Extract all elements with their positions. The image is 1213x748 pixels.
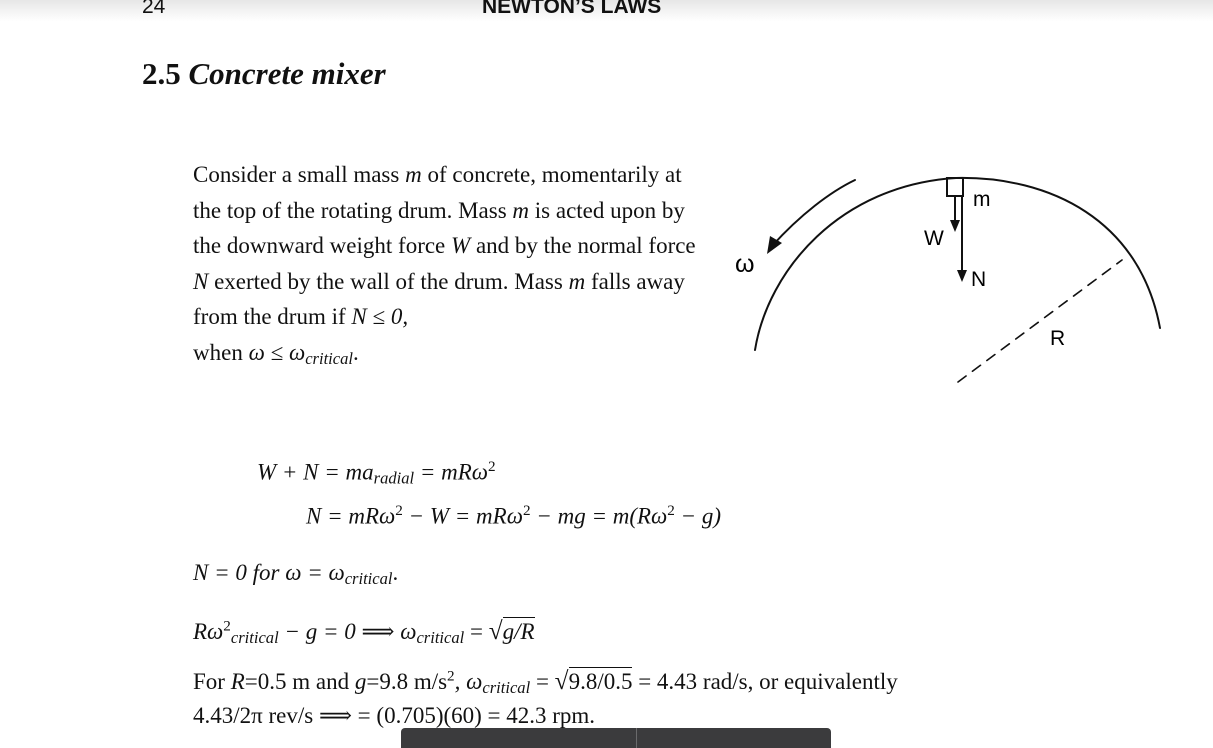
num-equals: = bbox=[530, 669, 555, 694]
label-omega: ω bbox=[735, 250, 755, 278]
rotation-arrow bbox=[772, 180, 855, 246]
label-N: N bbox=[971, 268, 987, 291]
omega-condition: ω ≤ ω bbox=[248, 339, 306, 365]
symbol-N: N bbox=[193, 268, 209, 294]
crit-part-a: Rω bbox=[193, 619, 224, 644]
zero-normal-line bbox=[193, 560, 398, 589]
intro-paragraph bbox=[193, 157, 713, 376]
label-m: m bbox=[973, 188, 991, 211]
mass-block bbox=[947, 178, 963, 196]
exponent-2: 2 bbox=[522, 502, 531, 519]
intro-text-5: exerted by the wall of the drum. Mass bbox=[208, 268, 569, 294]
intro-text-2: of concrete, momentarily at the top of the rotating drum. Mass bbox=[193, 162, 682, 223]
equation-1 bbox=[257, 458, 496, 488]
exponent-2: 2 bbox=[395, 502, 403, 519]
num-radicand: 9.8/0.5 bbox=[568, 669, 633, 694]
num-subscript: critical bbox=[482, 678, 531, 698]
num-symbol-g: g bbox=[354, 669, 367, 694]
num-symbol-R: R bbox=[230, 669, 245, 694]
weight-arrowhead bbox=[950, 220, 960, 232]
num-text-a: For bbox=[193, 669, 231, 694]
numeric-line-2: 4.43/2π rev/s ⟹ = (0.705)(60) = 42.3 rpm. bbox=[193, 703, 596, 728]
num-text-f: = 4.43 rad/s, or equivalently bbox=[632, 669, 898, 694]
page-header-bar bbox=[0, 0, 1213, 22]
exponent-2: 2 bbox=[447, 667, 455, 685]
label-R: R bbox=[1050, 327, 1066, 350]
running-title: NEWTON’S LAWS bbox=[482, 0, 662, 18]
critical-equation bbox=[193, 617, 535, 648]
eq2-part-a: N = mRω bbox=[306, 503, 396, 529]
num-text-c: =9.8 m/s bbox=[366, 669, 448, 694]
zero-normal-subscript: critical bbox=[344, 569, 393, 589]
section-heading bbox=[142, 56, 386, 92]
zero-normal-period: . bbox=[392, 560, 399, 585]
symbol-m: m bbox=[568, 268, 586, 294]
viewer-toolbar[interactable] bbox=[401, 728, 831, 748]
sqrt-symbol: √ bbox=[488, 617, 503, 645]
critical-subscript: critical bbox=[305, 348, 353, 368]
eq2-part-b: − W = mRω bbox=[402, 503, 523, 529]
exponent-2: 2 bbox=[488, 458, 496, 475]
fall-condition: N ≤ 0, bbox=[351, 304, 409, 329]
page-number: 24 bbox=[142, 0, 166, 18]
intro-period: . bbox=[352, 339, 359, 365]
crit-part-b: − g = 0 ⟹ ω bbox=[278, 619, 417, 644]
eq2-part-c: − mg = m(Rω bbox=[530, 503, 668, 529]
symbol-m: m bbox=[512, 197, 530, 223]
num-omega: , ω bbox=[454, 669, 483, 694]
intro-text-3: is acted upon by the downward weight force bbox=[193, 197, 685, 258]
intro-text-1: Consider a small mass bbox=[193, 162, 406, 187]
intro-text-6: falls away from the drum if bbox=[193, 268, 685, 329]
drum-diagram bbox=[720, 160, 1170, 410]
num-text-b: =0.5 m and bbox=[244, 669, 355, 694]
symbol-W: W bbox=[451, 233, 471, 258]
intro-text-4: and by the normal force bbox=[470, 233, 696, 258]
crit-subscript: critical bbox=[416, 628, 465, 648]
eq1-rhs: = mRω bbox=[414, 459, 489, 485]
zero-normal-text: N = 0 for ω = ω bbox=[193, 560, 345, 585]
section-number: 2.5 bbox=[142, 56, 181, 91]
section-title: Concrete mixer bbox=[188, 56, 386, 91]
symbol-m: m bbox=[405, 162, 422, 187]
crit-subscript: critical bbox=[230, 628, 279, 648]
eq2-part-d: − g) bbox=[674, 503, 722, 529]
exponent-2: 2 bbox=[223, 617, 231, 635]
intro-text-7: when bbox=[193, 339, 249, 365]
normal-arrowhead bbox=[957, 270, 967, 282]
crit-equals: = bbox=[464, 619, 489, 644]
toolbar-divider bbox=[636, 728, 637, 748]
eq1-subscript: radial bbox=[373, 468, 415, 488]
eq1-lhs: W + N = ma bbox=[257, 459, 374, 485]
label-W: W bbox=[924, 227, 944, 250]
equation-2 bbox=[306, 502, 721, 529]
crit-radicand: g/R bbox=[502, 619, 535, 644]
exponent-2: 2 bbox=[667, 502, 675, 519]
numeric-line-1 bbox=[193, 667, 898, 698]
sqrt-symbol: √ bbox=[554, 667, 569, 695]
